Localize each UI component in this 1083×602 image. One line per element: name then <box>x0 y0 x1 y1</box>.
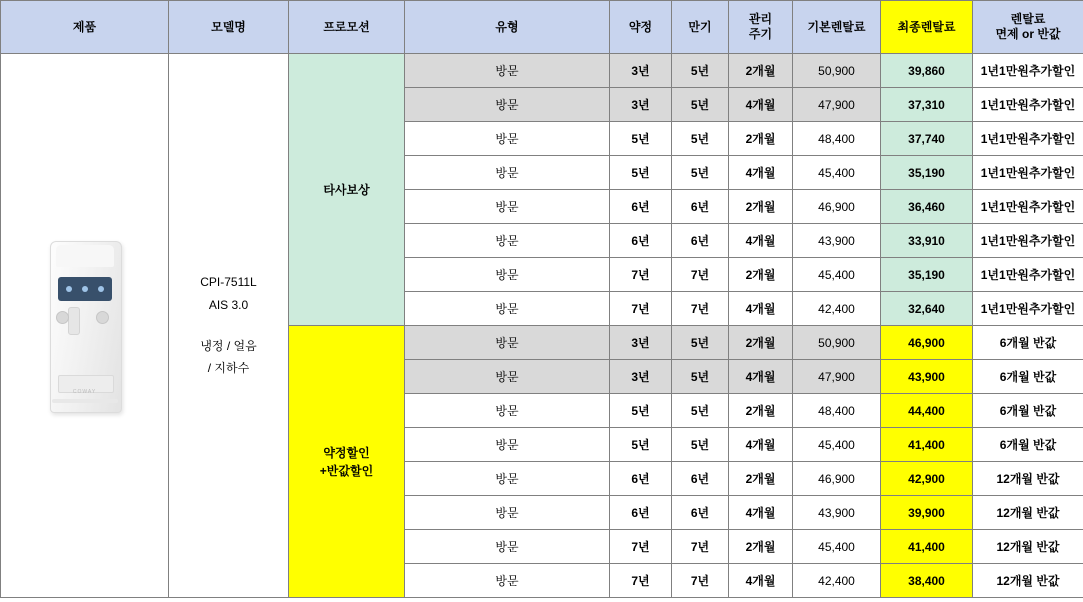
note-cell: 6개월 반값 <box>973 394 1083 428</box>
type-cell: 방문 <box>405 122 610 156</box>
model-line2: AIS 3.0 <box>208 297 249 312</box>
final-fee-cell: 35,190 <box>881 258 973 292</box>
term-cell: 7년 <box>610 258 672 292</box>
cycle-cell: 2개월 <box>729 122 793 156</box>
purifier-base <box>52 399 118 403</box>
base-fee-cell: 45,400 <box>793 156 881 190</box>
cycle-cell: 2개월 <box>729 54 793 88</box>
cycle-cell: 4개월 <box>729 292 793 326</box>
type-cell: 방문 <box>405 462 610 496</box>
model-line3: 냉정 / 얼음 <box>200 338 257 353</box>
promotion-cell-discount <box>289 326 405 598</box>
expire-cell: 7년 <box>672 564 729 598</box>
base-fee-cell: 45,400 <box>793 530 881 564</box>
cycle-cell: 2개월 <box>729 530 793 564</box>
base-fee-cell: 48,400 <box>793 122 881 156</box>
note-cell: 1년1만원추가할인 <box>973 190 1083 224</box>
final-fee-cell: 32,640 <box>881 292 973 326</box>
term-cell: 6년 <box>610 462 672 496</box>
base-fee-cell: 46,900 <box>793 462 881 496</box>
promotion-discount-line1: 약정할인 <box>323 445 370 460</box>
base-fee-cell: 48,400 <box>793 394 881 428</box>
term-cell: 5년 <box>610 156 672 190</box>
purifier-control-panel <box>58 277 112 301</box>
header-product: 제품 <box>1 1 169 54</box>
note-cell: 1년1만원추가할인 <box>973 292 1083 326</box>
header-model: 모델명 <box>169 1 289 54</box>
type-cell: 방문 <box>405 496 610 530</box>
cycle-cell: 2개월 <box>729 394 793 428</box>
base-fee-cell: 42,400 <box>793 564 881 598</box>
model-cell <box>169 54 289 598</box>
final-fee-cell: 41,400 <box>881 530 973 564</box>
type-cell: 방문 <box>405 156 610 190</box>
expire-cell: 5년 <box>672 54 729 88</box>
type-cell: 방문 <box>405 394 610 428</box>
cycle-cell: 4개월 <box>729 360 793 394</box>
header-promotion: 프로모션 <box>289 1 405 54</box>
term-cell: 3년 <box>610 54 672 88</box>
expire-cell: 5년 <box>672 88 729 122</box>
final-fee-cell: 33,910 <box>881 224 973 258</box>
term-cell: 3년 <box>610 326 672 360</box>
type-cell: 방문 <box>405 88 610 122</box>
note-cell: 1년1만원추가할인 <box>973 122 1083 156</box>
base-fee-cell: 50,900 <box>793 54 881 88</box>
term-cell: 3년 <box>610 360 672 394</box>
cycle-cell: 4개월 <box>729 428 793 462</box>
expire-cell: 6년 <box>672 224 729 258</box>
panel-indicator-3 <box>98 286 104 292</box>
type-cell: 방문 <box>405 54 610 88</box>
header-cycle <box>729 1 793 54</box>
base-fee-cell: 47,900 <box>793 88 881 122</box>
expire-cell: 6년 <box>672 462 729 496</box>
final-fee-cell: 44,400 <box>881 394 973 428</box>
cycle-cell: 4개월 <box>729 564 793 598</box>
cycle-cell: 4개월 <box>729 88 793 122</box>
header-term: 약정 <box>610 1 672 54</box>
final-fee-cell: 37,310 <box>881 88 973 122</box>
cycle-cell: 4개월 <box>729 156 793 190</box>
header-expire: 만기 <box>672 1 729 54</box>
table-row <box>1 54 1083 88</box>
header-note <box>973 1 1083 54</box>
expire-cell: 5년 <box>672 360 729 394</box>
header-final-fee: 최종렌탈료 <box>881 1 973 54</box>
term-cell: 6년 <box>610 224 672 258</box>
final-fee-cell: 39,900 <box>881 496 973 530</box>
expire-cell: 5년 <box>672 428 729 462</box>
type-cell: 방문 <box>405 292 610 326</box>
purifier-spout <box>68 307 80 335</box>
term-cell: 7년 <box>610 530 672 564</box>
note-cell: 6개월 반값 <box>973 360 1083 394</box>
header-base-fee: 기본렌탈료 <box>793 1 881 54</box>
cycle-cell: 4개월 <box>729 224 793 258</box>
expire-cell: 6년 <box>672 496 729 530</box>
note-cell: 12개월 반값 <box>973 564 1083 598</box>
base-fee-cell: 42,400 <box>793 292 881 326</box>
header-row <box>1 1 1083 54</box>
term-cell: 3년 <box>610 88 672 122</box>
final-fee-cell: 42,900 <box>881 462 973 496</box>
final-fee-cell: 36,460 <box>881 190 973 224</box>
note-cell: 12개월 반값 <box>973 462 1083 496</box>
type-cell: 방문 <box>405 530 610 564</box>
water-purifier-icon <box>42 241 128 411</box>
type-cell: 방문 <box>405 258 610 292</box>
panel-indicator-1 <box>66 286 72 292</box>
final-fee-cell: 35,190 <box>881 156 973 190</box>
header-note-line1: 렌탈료 <box>1010 12 1046 26</box>
note-cell: 1년1만원추가할인 <box>973 54 1083 88</box>
cycle-cell: 2개월 <box>729 326 793 360</box>
base-fee-cell: 45,400 <box>793 428 881 462</box>
header-note-line2: 면제 or 반값 <box>995 27 1061 41</box>
product-cell <box>1 54 169 598</box>
note-cell: 12개월 반값 <box>973 530 1083 564</box>
header-type: 유형 <box>405 1 610 54</box>
type-cell: 방문 <box>405 360 610 394</box>
purifier-knob-left <box>56 311 69 324</box>
final-fee-cell: 43,900 <box>881 360 973 394</box>
header-cycle-line1: 관리 <box>748 12 773 26</box>
purifier-knob-right <box>96 311 109 324</box>
term-cell: 5년 <box>610 394 672 428</box>
expire-cell: 6년 <box>672 190 729 224</box>
final-fee-cell: 46,900 <box>881 326 973 360</box>
type-cell: 방문 <box>405 224 610 258</box>
term-cell: 7년 <box>610 564 672 598</box>
type-cell: 방문 <box>405 428 610 462</box>
expire-cell: 7년 <box>672 258 729 292</box>
expire-cell: 5년 <box>672 326 729 360</box>
base-fee-cell: 50,900 <box>793 326 881 360</box>
final-fee-cell: 39,860 <box>881 54 973 88</box>
term-cell: 6년 <box>610 496 672 530</box>
note-cell: 12개월 반값 <box>973 496 1083 530</box>
note-cell: 1년1만원추가할인 <box>973 156 1083 190</box>
cycle-cell: 2개월 <box>729 190 793 224</box>
cycle-cell: 2개월 <box>729 462 793 496</box>
term-cell: 6년 <box>610 190 672 224</box>
header-cycle-line2: 주기 <box>748 27 773 41</box>
note-cell: 6개월 반값 <box>973 428 1083 462</box>
note-cell: 6개월 반값 <box>973 326 1083 360</box>
final-fee-cell: 38,400 <box>881 564 973 598</box>
promotion-cell-compensation: 타사보상 <box>289 54 405 326</box>
cycle-cell: 4개월 <box>729 496 793 530</box>
expire-cell: 5년 <box>672 394 729 428</box>
final-fee-cell: 41,400 <box>881 428 973 462</box>
note-cell: 1년1만원추가할인 <box>973 258 1083 292</box>
expire-cell: 7년 <box>672 530 729 564</box>
type-cell: 방문 <box>405 326 610 360</box>
table-header <box>1 1 1083 54</box>
note-cell: 1년1만원추가할인 <box>973 88 1083 122</box>
expire-cell: 7년 <box>672 292 729 326</box>
term-cell: 7년 <box>610 292 672 326</box>
expire-cell: 5년 <box>672 122 729 156</box>
expire-cell: 5년 <box>672 156 729 190</box>
panel-indicator-2 <box>82 286 88 292</box>
model-line4: / 지하수 <box>207 361 250 376</box>
term-cell: 5년 <box>610 122 672 156</box>
base-fee-cell: 46,900 <box>793 190 881 224</box>
base-fee-cell: 43,900 <box>793 224 881 258</box>
base-fee-cell: 47,900 <box>793 360 881 394</box>
note-cell: 1년1만원추가할인 <box>973 224 1083 258</box>
model-line1: CPI-7511L <box>200 274 257 289</box>
type-cell: 방문 <box>405 190 610 224</box>
promotion-discount-line2: +반값할인 <box>319 463 374 478</box>
purifier-brand-label: COWAY <box>72 388 97 395</box>
final-fee-cell: 37,740 <box>881 122 973 156</box>
base-fee-cell: 45,400 <box>793 258 881 292</box>
type-cell: 방문 <box>405 564 610 598</box>
table-body <box>1 54 1083 598</box>
purifier-top-cap <box>56 245 114 267</box>
cycle-cell: 2개월 <box>729 258 793 292</box>
base-fee-cell: 43,900 <box>793 496 881 530</box>
term-cell: 5년 <box>610 428 672 462</box>
